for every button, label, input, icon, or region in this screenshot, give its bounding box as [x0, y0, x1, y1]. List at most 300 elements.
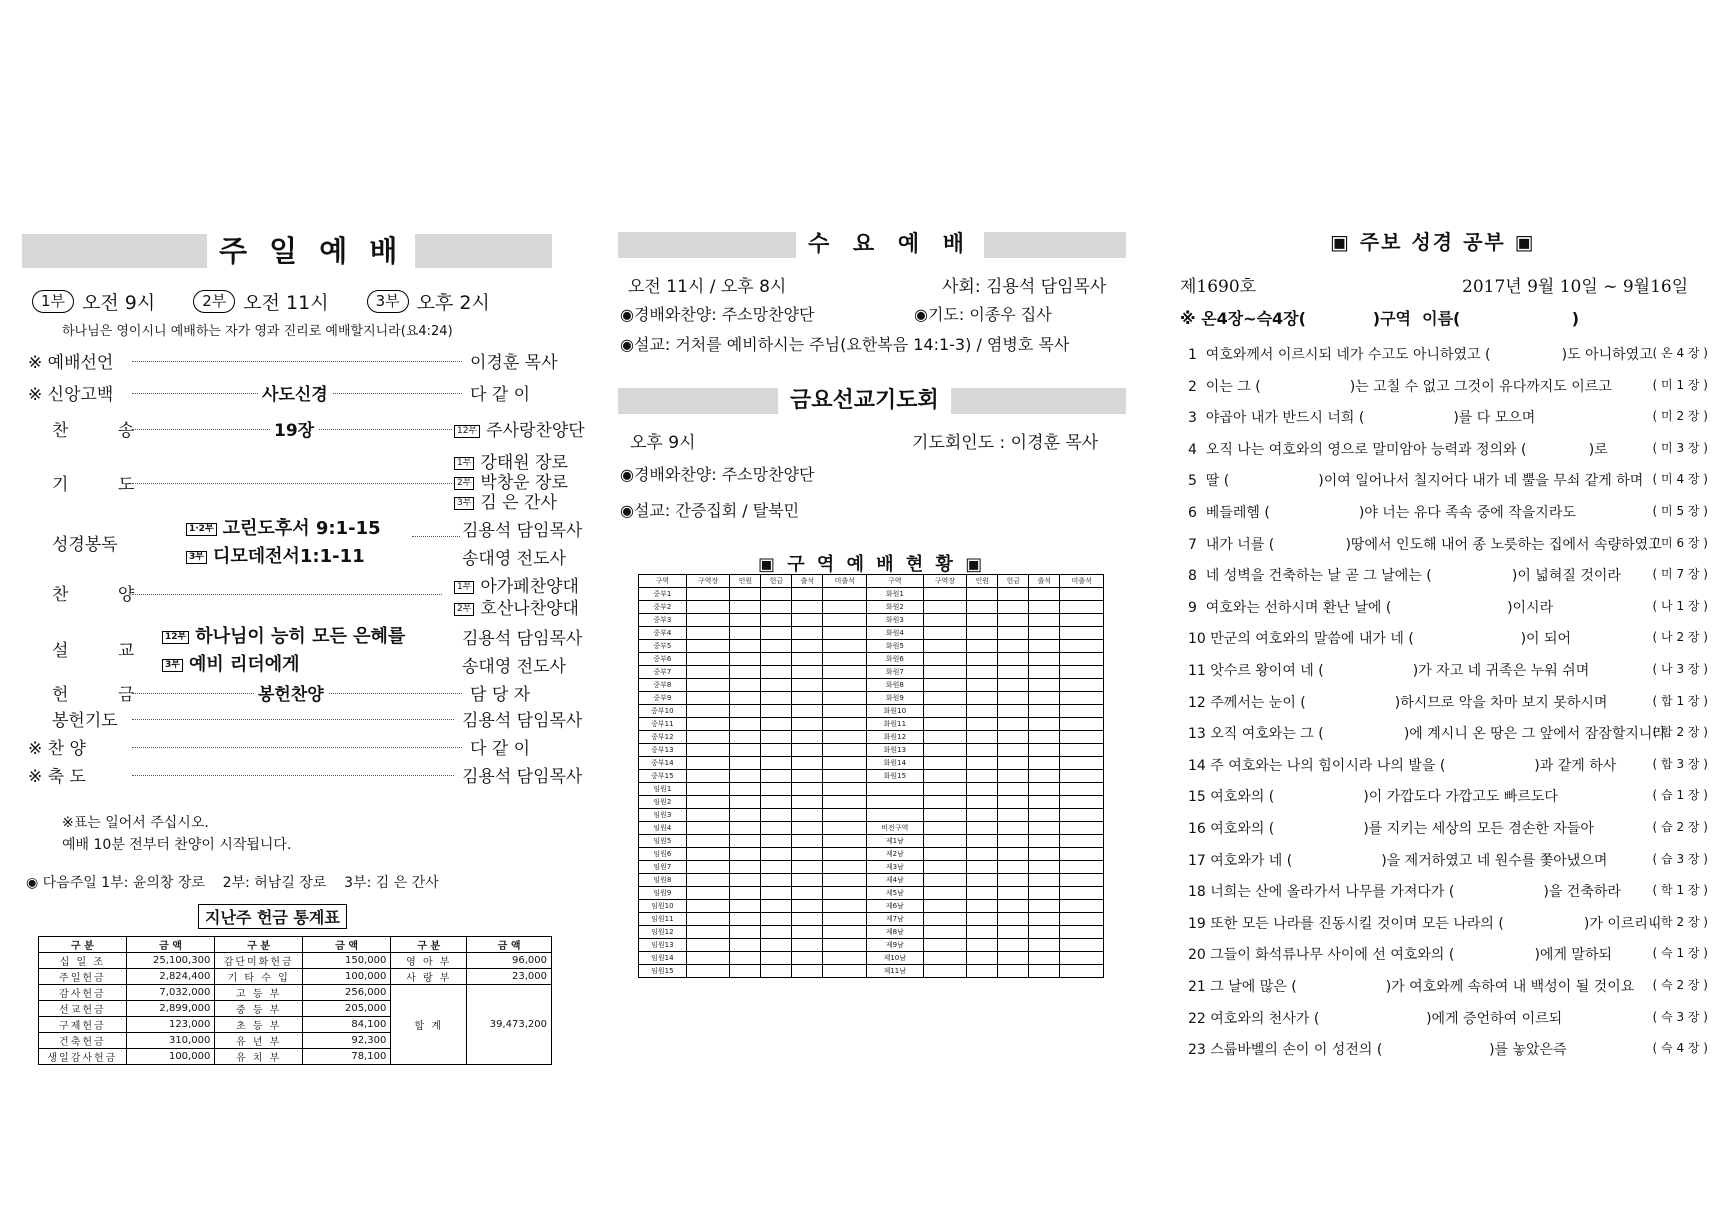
district-cell — [823, 666, 867, 679]
district-cell: 화원4 — [867, 627, 923, 640]
leader-dots — [132, 747, 462, 748]
district-cell — [923, 900, 967, 913]
prayer-name: 박창운 장로 — [480, 473, 568, 493]
district-cell — [998, 705, 1029, 718]
district-cell — [823, 783, 867, 796]
note-praise: 예배 10분 전부터 찬양이 시작됩니다. — [62, 837, 292, 853]
friday-time: 오후 9시 — [630, 433, 696, 453]
district-cell — [761, 744, 792, 757]
question-text: 23 스룹바벨의 손이 이 성전의 ( )를 놓았은즉 — [1188, 1042, 1567, 1059]
question-text: 4 오직 나는 여호와의 영으로 말미암아 능력과 정의와 ( )로 — [1188, 441, 1608, 458]
badge: 12부 — [454, 425, 480, 438]
district-cell — [823, 614, 867, 627]
district-cell — [761, 939, 792, 952]
district-cell — [1060, 861, 1104, 874]
time-2: 오전 11시 — [243, 292, 329, 314]
offering-cell: 중 등 부 — [215, 1001, 303, 1017]
district-cell — [1060, 679, 1104, 692]
district-row — [639, 809, 1104, 822]
question-reference: ( 미 4 장 ) — [1652, 472, 1708, 487]
note-standing: ※표는 일어서 주십시오. — [62, 815, 209, 831]
order-label: 찬 송 — [52, 421, 157, 441]
district-cell — [967, 887, 998, 900]
district-cell — [730, 874, 761, 887]
badge: 1·2부 — [186, 523, 217, 536]
district-cell: 중부9 — [639, 692, 687, 705]
question-text: 2 이는 그 ( )는 고칠 수 없고 그것이 유다까지도 이르고 — [1188, 378, 1612, 395]
friday-leader: 기도회인도 : 이경훈 목사 — [912, 433, 1099, 453]
order-row — [22, 514, 583, 570]
district-cell — [923, 874, 967, 887]
badge: 1부 — [454, 457, 474, 470]
offering-cell: 초 등 부 — [215, 1017, 303, 1033]
district-cell — [1060, 666, 1104, 679]
district-cell — [1029, 666, 1060, 679]
district-cell — [1029, 614, 1060, 627]
district-cell — [823, 627, 867, 640]
district-cell — [923, 588, 967, 601]
district-cell — [1029, 640, 1060, 653]
district-cell — [1029, 965, 1060, 978]
district-header: 출석 — [1029, 575, 1060, 588]
reading-text: 디모데전서1:1-11 — [212, 546, 365, 567]
district-cell — [730, 796, 761, 809]
district-cell — [823, 692, 867, 705]
offering-cell: 주일헌금 — [39, 969, 127, 985]
district-row — [639, 783, 1104, 796]
district-cell — [967, 614, 998, 627]
district-row — [639, 848, 1104, 861]
district-cell — [686, 705, 730, 718]
study-question — [1188, 344, 1708, 364]
badge: 3부 — [162, 659, 183, 672]
district-cell — [730, 666, 761, 679]
district-cell — [823, 640, 867, 653]
badge-1: 1부 — [32, 290, 74, 313]
offering-cell: 78,100 — [303, 1049, 391, 1065]
district-cell — [1060, 848, 1104, 861]
district-cell — [967, 601, 998, 614]
district-cell — [686, 809, 730, 822]
offering-cell: 84,100 — [303, 1017, 391, 1033]
offering-header: 구 분 — [391, 937, 467, 953]
district-cell: 중부4 — [639, 627, 687, 640]
district-cell — [967, 809, 998, 822]
district-cell — [686, 848, 730, 861]
district-row — [639, 705, 1104, 718]
question-text: 22 여호와의 천사가 ( )에게 증언하여 이르되 — [1188, 1010, 1563, 1027]
district-cell — [1029, 926, 1060, 939]
badge: 2부 — [454, 477, 474, 490]
order-label: 설 교 — [52, 641, 157, 661]
district-cell: 임원9 — [639, 887, 687, 900]
district-cell — [686, 783, 730, 796]
district-row — [639, 718, 1104, 731]
sunday-verse: 하나님은 영이시니 예배하는 자가 영과 진리로 예배할지니라(요4:24) — [62, 324, 453, 339]
district-cell — [686, 757, 730, 770]
district-cell — [761, 627, 792, 640]
order-label: ※ 신앙고백 — [28, 385, 114, 405]
district-cell — [686, 718, 730, 731]
district-cell — [998, 939, 1029, 952]
district-cell — [823, 718, 867, 731]
district-cell — [867, 796, 923, 809]
question-text: 6 베들레헴 ( )야 너는 유다 족속 중에 작을지라도 — [1188, 505, 1576, 521]
district-cell — [923, 653, 967, 666]
district-cell: 중부14 — [639, 757, 687, 770]
district-cell — [1029, 809, 1060, 822]
question-reference: ( 슥 1 장 ) — [1652, 946, 1708, 961]
district-cell — [967, 757, 998, 770]
district-cell — [998, 718, 1029, 731]
district-cell — [923, 809, 967, 822]
offering-header: 구 분 — [215, 937, 303, 953]
district-cell — [792, 653, 823, 666]
district-header: 미출석 — [823, 575, 867, 588]
offering-cell: 기 타 수 입 — [215, 969, 303, 985]
district-title: ▣ 구 역 예 배 현 황 ▣ — [758, 554, 986, 575]
question-reference: ( 합 2 장 ) — [1652, 725, 1708, 740]
question-text: 19 또한 모든 나라를 진동시킬 것이며 모든 나라의 ( )가 이르리니 — [1188, 915, 1662, 932]
district-cell — [998, 887, 1029, 900]
district-cell: 중부1 — [639, 588, 687, 601]
district-row — [639, 965, 1104, 978]
order-right: 다 같 이 — [470, 739, 531, 759]
time-3: 오후 2시 — [416, 292, 490, 314]
district-cell — [792, 861, 823, 874]
district-cell: 중부11 — [639, 718, 687, 731]
next-week: ◉ 다음주일 1부: 윤의창 장로 2부: 허남길 장로 3부: 김 은 간사 — [26, 875, 439, 891]
district-cell — [967, 952, 998, 965]
district-cell — [761, 679, 792, 692]
study-title: ▣ 주보 성경 공부 ▣ — [1330, 230, 1536, 254]
district-cell — [1029, 627, 1060, 640]
offering-cell: 생일감사헌금 — [39, 1049, 127, 1065]
district-cell — [923, 796, 967, 809]
question-reference: ( 습 3 장 ) — [1652, 851, 1708, 866]
district-cell — [1060, 640, 1104, 653]
district-cell — [1029, 757, 1060, 770]
district-cell — [823, 796, 867, 809]
district-cell — [823, 965, 867, 978]
district-cell: 임원10 — [639, 900, 687, 913]
district-cell — [1029, 653, 1060, 666]
district-cell — [923, 666, 967, 679]
district-cell: 화원8 — [867, 679, 923, 692]
district-cell: 중부8 — [639, 679, 687, 692]
district-cell — [998, 900, 1029, 913]
district-cell — [686, 887, 730, 900]
order-label: 헌 금 — [52, 685, 157, 705]
district-cell — [823, 588, 867, 601]
order-right: 김용석 담임목사 — [462, 629, 583, 649]
district-cell — [686, 640, 730, 653]
district-cell — [823, 770, 867, 783]
district-cell — [1060, 614, 1104, 627]
district-cell: 화원9 — [867, 692, 923, 705]
district-cell — [823, 653, 867, 666]
district-cell — [823, 874, 867, 887]
district-cell — [761, 913, 792, 926]
district-cell — [730, 887, 761, 900]
district-cell — [967, 913, 998, 926]
district-cell: 중부2 — [639, 601, 687, 614]
district-cell — [730, 952, 761, 965]
district-cell — [686, 744, 730, 757]
study-question — [1188, 913, 1708, 933]
district-cell — [730, 718, 761, 731]
district-cell — [923, 926, 967, 939]
district-cell — [730, 770, 761, 783]
district-row — [639, 601, 1104, 614]
district-row — [639, 588, 1104, 601]
district-cell — [686, 796, 730, 809]
question-text: 7 내가 너를 ( )땅에서 인도해 내어 종 노릇하는 집에서 속량하였고 — [1188, 536, 1662, 553]
district-cell — [792, 939, 823, 952]
district-cell — [967, 679, 998, 692]
offering-header: 금 액 — [303, 937, 391, 953]
prayer-name: 강태원 장로 — [480, 453, 568, 473]
district-cell — [761, 666, 792, 679]
service-times — [32, 288, 490, 315]
district-cell — [923, 731, 967, 744]
district-cell: 임원14 — [639, 952, 687, 965]
district-cell: 화원10 — [867, 705, 923, 718]
district-cell: 비전구역 — [867, 822, 923, 835]
district-cell — [761, 757, 792, 770]
question-text: 9 여호와는 선하시며 환난 날에 ( )이시라 — [1188, 599, 1554, 616]
district-cell — [792, 913, 823, 926]
district-cell — [686, 965, 730, 978]
district-cell — [998, 666, 1029, 679]
district-cell — [761, 809, 792, 822]
district-cell — [967, 796, 998, 809]
district-cell — [686, 939, 730, 952]
question-reference: ( 미 3 장 ) — [1652, 440, 1708, 455]
district-cell — [923, 744, 967, 757]
order-label: 봉헌기도 — [52, 711, 118, 731]
district-row — [639, 874, 1104, 887]
district-cell — [1060, 913, 1104, 926]
order-label: ※ 예배선언 — [28, 353, 114, 373]
district-cell — [998, 614, 1029, 627]
district-cell: 화원1 — [867, 588, 923, 601]
district-cell: 중부12 — [639, 731, 687, 744]
question-reference: ( 합 3 장 ) — [1652, 756, 1708, 771]
district-cell — [686, 952, 730, 965]
badge: 3부 — [454, 497, 474, 510]
district-cell — [823, 731, 867, 744]
district-cell — [998, 783, 1029, 796]
district-cell — [730, 705, 761, 718]
district-cell — [823, 913, 867, 926]
district-cell — [823, 952, 867, 965]
order-right: 주사랑찬양단 — [486, 421, 585, 441]
district-cell — [823, 757, 867, 770]
district-cell — [730, 861, 761, 874]
district-cell — [998, 848, 1029, 861]
district-row — [639, 731, 1104, 744]
question-text: 3 야곱아 내가 반드시 너희 ( )를 다 모으며 — [1188, 410, 1536, 427]
district-cell — [730, 757, 761, 770]
question-text: 16 여호와의 ( )를 지키는 세상의 모든 겸손한 자들아 — [1188, 821, 1594, 837]
district-cell — [923, 887, 967, 900]
offering-title: 지난주 헌금 통계표 — [198, 904, 347, 929]
offering-table — [38, 936, 552, 1065]
district-cell: 제10남 — [867, 952, 923, 965]
offering-cell: 25,100,300 — [126, 953, 215, 969]
time-1: 오전 9시 — [82, 292, 156, 314]
question-reference: ( 미 1 장 ) — [1652, 377, 1708, 392]
district-cell — [923, 601, 967, 614]
district-row — [639, 692, 1104, 705]
prayer-name: 김 은 간사 — [480, 493, 557, 513]
district-cell — [823, 939, 867, 952]
district-cell — [823, 679, 867, 692]
district-cell — [792, 614, 823, 627]
district-cell: 임원1 — [639, 783, 687, 796]
district-cell — [823, 887, 867, 900]
district-cell — [730, 731, 761, 744]
district-cell — [792, 848, 823, 861]
district-cell — [761, 952, 792, 965]
offering-cell: 23,000 — [467, 969, 552, 985]
offering-cell: 123,000 — [126, 1017, 215, 1033]
district-cell — [686, 835, 730, 848]
district-row — [639, 835, 1104, 848]
order-label: 기 도 — [52, 475, 157, 495]
district-cell — [730, 835, 761, 848]
question-reference: ( 미 6 장 ) — [1652, 535, 1708, 550]
district-row — [639, 679, 1104, 692]
offering-cell: 256,000 — [303, 985, 391, 1001]
district-cell — [792, 874, 823, 887]
district-cell — [792, 679, 823, 692]
district-cell — [1060, 874, 1104, 887]
district-cell: 제9남 — [867, 939, 923, 952]
district-cell — [792, 900, 823, 913]
district-cell — [761, 848, 792, 861]
question-reference: ( 슥 2 장 ) — [1652, 978, 1708, 992]
friday-title: 금요선교기도회 — [778, 386, 951, 416]
district-cell — [1060, 757, 1104, 770]
district-cell — [761, 601, 792, 614]
district-cell — [823, 601, 867, 614]
district-cell — [761, 783, 792, 796]
district-cell: 임원6 — [639, 848, 687, 861]
offering-cell: 구제헌금 — [39, 1017, 127, 1033]
district-cell — [792, 952, 823, 965]
question-reference: ( 나 2 장 ) — [1652, 630, 1708, 645]
district-cell — [792, 718, 823, 731]
study-question — [1188, 376, 1708, 396]
offering-cell: 유 년 부 — [215, 1033, 303, 1049]
study-question — [1188, 597, 1708, 617]
district-cell — [998, 653, 1029, 666]
district-cell — [1029, 861, 1060, 874]
offering-cell: 사 랑 부 — [391, 969, 467, 985]
offering-header: 구 분 — [39, 937, 127, 953]
district-header: 미출석 — [1060, 575, 1104, 588]
study-date: 2017년 9월 10일 ~ 9월16일 — [1462, 277, 1689, 297]
district-header: 인원 — [967, 575, 998, 588]
offering-cell: 100,000 — [303, 969, 391, 985]
district-cell — [923, 757, 967, 770]
badge: 1부 — [454, 581, 474, 594]
question-reference: ( 나 3 장 ) — [1652, 662, 1708, 676]
offering-total: 39,473,200 — [467, 985, 552, 1065]
district-cell: 임원4 — [639, 822, 687, 835]
study-question — [1188, 407, 1708, 427]
district-cell — [730, 926, 761, 939]
district-cell — [998, 770, 1029, 783]
district-cell — [730, 601, 761, 614]
district-row — [639, 757, 1104, 770]
district-cell — [923, 939, 967, 952]
district-cell: 임원13 — [639, 939, 687, 952]
district-row — [639, 939, 1104, 952]
district-cell — [967, 900, 998, 913]
district-cell — [823, 744, 867, 757]
district-row — [639, 900, 1104, 913]
district-cell — [761, 887, 792, 900]
district-cell — [998, 809, 1029, 822]
district-cell: 제7남 — [867, 913, 923, 926]
question-reference: ( 습 1 장 ) — [1652, 788, 1708, 803]
question-reference: ( 학 2 장 ) — [1652, 914, 1708, 929]
wednesday-sermon: ◉설교: 거처를 예비하시는 주님(요한복음 14:1-3) / 염병호 목사 — [620, 335, 1070, 354]
leader-dots — [132, 483, 452, 484]
district-cell — [792, 640, 823, 653]
district-cell: 제6남 — [867, 900, 923, 913]
friday-praise: ◉경배와찬양: 주소망찬양단 — [620, 465, 815, 484]
service-time-1 — [32, 288, 155, 315]
district-cell: 화원15 — [867, 770, 923, 783]
district-cell — [792, 796, 823, 809]
district-cell — [923, 913, 967, 926]
district-cell — [792, 692, 823, 705]
offering-cell: 십 일 조 — [39, 953, 127, 969]
district-cell: 중부15 — [639, 770, 687, 783]
district-cell — [730, 913, 761, 926]
district-cell — [792, 666, 823, 679]
district-cell — [967, 861, 998, 874]
district-cell — [998, 796, 1029, 809]
question-reference: ( 온 4 장 ) — [1652, 346, 1708, 360]
district-cell — [1060, 653, 1104, 666]
district-cell — [923, 848, 967, 861]
district-cell — [730, 653, 761, 666]
order-row — [22, 448, 568, 513]
district-cell — [1060, 900, 1104, 913]
district-header: 구역 — [639, 575, 687, 588]
district-cell — [998, 640, 1029, 653]
offering-cell: 100,000 — [126, 1049, 215, 1065]
district-cell — [792, 601, 823, 614]
district-cell — [923, 835, 967, 848]
offering-cell: 205,000 — [303, 1001, 391, 1017]
district-cell — [998, 679, 1029, 692]
district-row — [639, 653, 1104, 666]
district-cell — [1060, 926, 1104, 939]
district-cell — [867, 809, 923, 822]
offering-cell: 유 치 부 — [215, 1049, 303, 1065]
question-text: 8 네 성벽을 건축하는 날 곧 그 날에는 ( )이 넓혀질 것이라 — [1188, 568, 1621, 585]
district-cell: 화원6 — [867, 653, 923, 666]
district-cell — [967, 822, 998, 835]
study-question — [1188, 439, 1708, 459]
district-cell — [967, 874, 998, 887]
